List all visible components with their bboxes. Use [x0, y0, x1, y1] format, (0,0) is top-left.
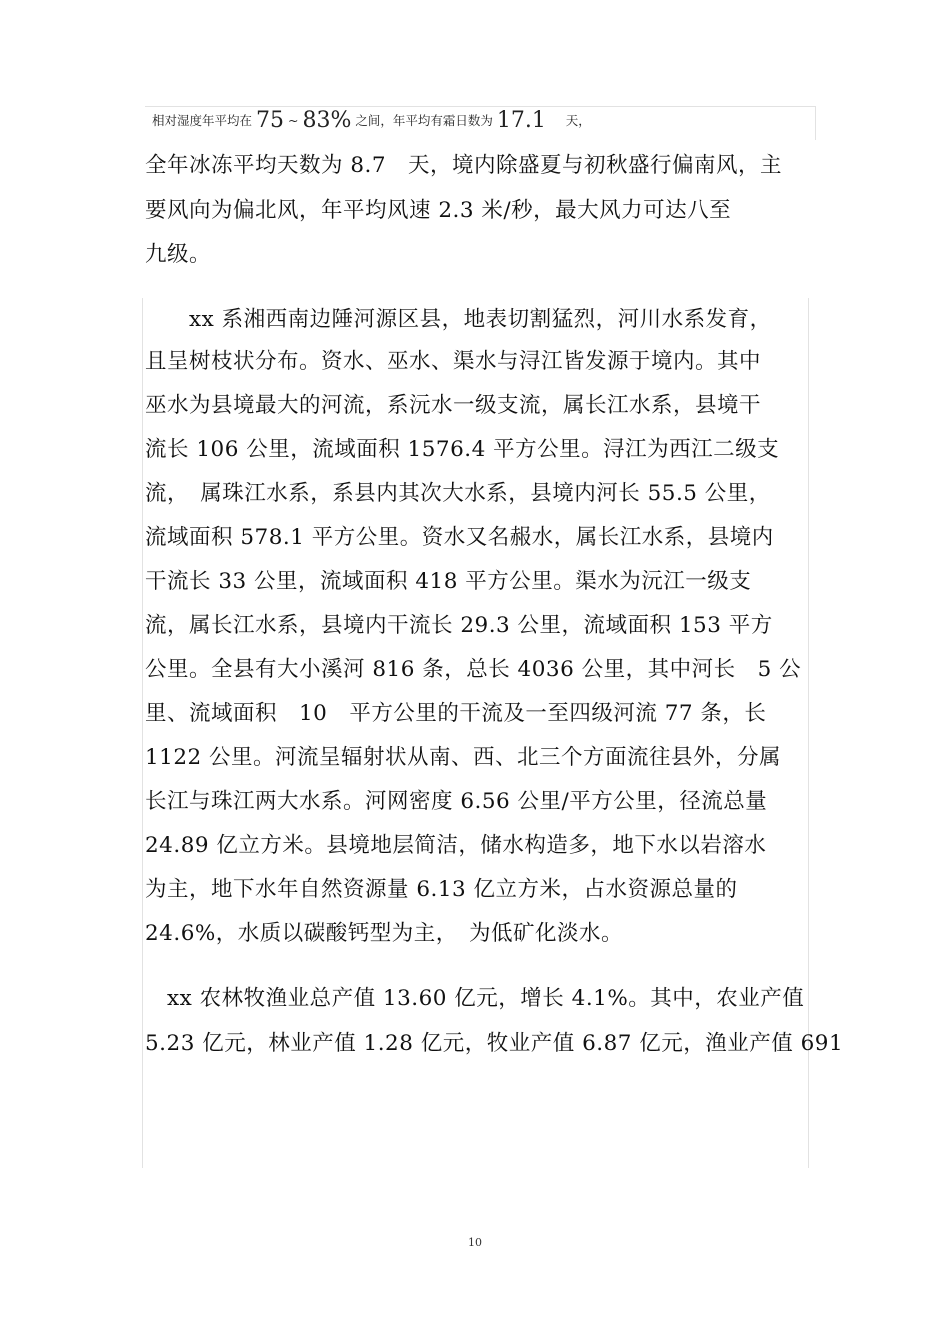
body-line: xx 系湘西南边陲河源区县，地表切割猛烈，河川水系发育，: [145, 307, 772, 332]
body-line: 且呈树枝状分布。资水、巫水、渠水与浔江皆发源于境内。其中: [145, 349, 762, 374]
body-line: 全年冰冻平均天数为 8.7 天，境内除盛夏与初秋盛行偏南风，主: [145, 153, 783, 178]
body-line: 九级。: [145, 242, 212, 267]
body-line: 里、流域面积 10 平方公里的干流及一至四级河流 77 条，长: [145, 701, 767, 726]
body-line: 1122 公里。河流呈辐射状从南、西、北三个方面流往县外，分属: [145, 745, 782, 770]
body-line: 要风向为偏北风，年平均风速 2.3 米/秒，最大风力可达八至: [145, 198, 732, 223]
body-line: xx 农林牧渔业总产值 13.60 亿元，增长 4.1%。其中，农业产值: [145, 986, 805, 1011]
body-line: 巫水为县境最大的河流，系沅水一级支流，属长江水系，县境干: [145, 393, 762, 418]
body-line: 24.6%，水质以碳酸钙型为主， 为低矿化淡水。: [145, 921, 624, 946]
body-line: 流， 属珠江水系，系县内其次大水系，县境内河长 55.5 公里，: [145, 481, 771, 506]
body-line: 流，属长江水系，县境内干流长 29.3 公里，流域面积 153 平方: [145, 613, 773, 638]
frame-top-line: [145, 106, 815, 107]
frame-left-line: [142, 298, 143, 1168]
body-line: 公里。全县有大小溪河 816 条，总长 4036 公里，其中河长 5 公: [145, 657, 802, 682]
body-line: 为主，地下水年自然资源量 6.13 亿立方米，占水资源总量的: [145, 877, 738, 902]
frame-right-line-top: [815, 106, 816, 140]
frost-days: 17.1: [496, 108, 546, 133]
body-line: 干流长 33 公里，流域面积 418 平方公里。渠水为沅江一级支: [145, 569, 752, 594]
humidity-low: 75: [256, 108, 284, 133]
humidity-prefix: 相对湿度年平均在: [152, 113, 253, 128]
humidity-tilde: ~: [287, 113, 299, 128]
body-line: 5.23 亿元，林业产值 1.28 亿元，牧业产值 6.87 亿元，渔业产值 691: [145, 1031, 844, 1056]
humidity-line: [152, 108, 591, 133]
humidity-high: 83%: [302, 108, 352, 133]
humidity-middle: 之间，年平均有霜日数为: [355, 113, 493, 128]
body-line: 流长 106 公里，流域面积 1576.4 平方公里。浔江为西江二级支: [145, 437, 780, 462]
humidity-suffix: 天，: [565, 113, 591, 128]
body-line: 流域面积 578.1 平方公里。资水又名赧水，属长江水系，县境内: [145, 525, 774, 550]
body-line: 24.89 亿立方米。县境地层简洁，储水构造多，地下水以岩溶水: [145, 833, 767, 858]
body-line: 长江与珠江两大水系。河网密度 6.56 公里/平方公里，径流总量: [145, 789, 768, 814]
page-number: 10: [468, 1236, 482, 1249]
